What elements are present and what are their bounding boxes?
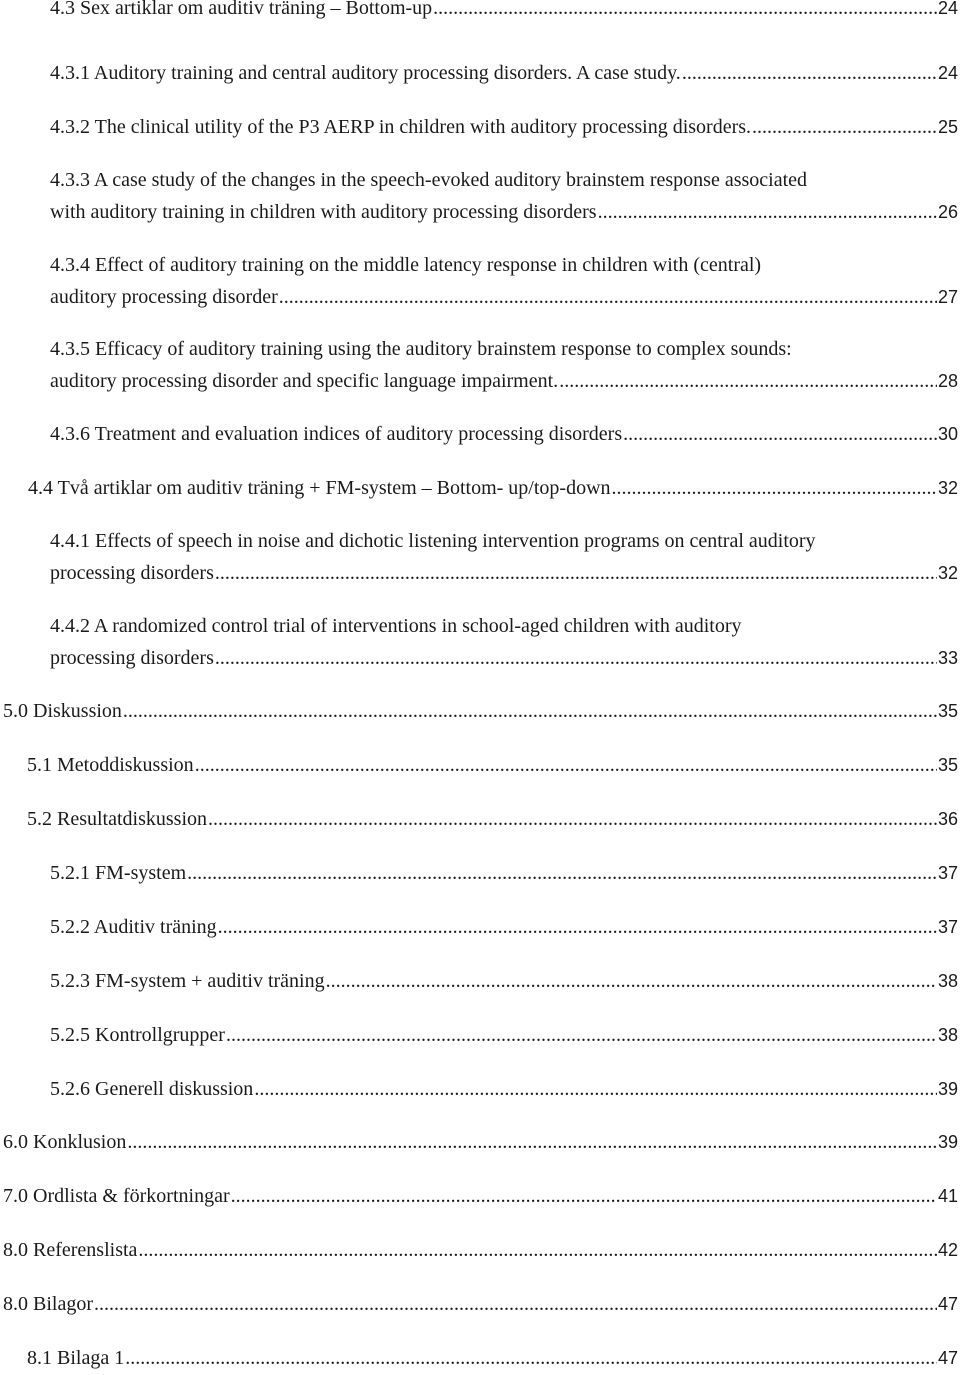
toc-entry-title-continued: processing disorders: [50, 647, 214, 669]
toc-entry-title: 4.4.1 Effects of speech in noise and dichotic listening intervention programs on central auditory: [50, 530, 816, 552]
toc-dot-leader: [231, 1180, 937, 1212]
toc-entry-title: 5.2.2 Auditiv träning: [50, 916, 217, 938]
toc-entry[interactable]: [27, 1342, 958, 1374]
toc-entry-title: 4.3.4 Effect of auditory training on the middle latency response in children with (central): [50, 254, 762, 276]
toc-entry[interactable]: [50, 1019, 958, 1051]
toc-dot-leader: [598, 196, 937, 228]
toc-dot-leader: [138, 1234, 937, 1266]
toc-entry[interactable]: [50, 249, 958, 313]
toc-dot-leader: [195, 749, 937, 781]
toc-page-number: 35: [937, 755, 958, 775]
toc-entry-title: 5.2.5 Kontrollgrupper: [50, 1024, 225, 1046]
toc-entry[interactable]: [50, 57, 958, 89]
toc-entry-title: 4.4.2 A randomized control trial of interventions in school-aged children with auditory: [50, 615, 742, 637]
toc-entry[interactable]: [50, 610, 958, 674]
toc-line: [50, 642, 958, 674]
toc-page-number: 38: [937, 971, 958, 991]
toc-dot-leader: [127, 1126, 937, 1158]
toc-dot-leader: [215, 642, 937, 674]
toc-entry[interactable]: [27, 803, 958, 835]
toc-line: [50, 0, 958, 24]
toc-dot-leader: [218, 911, 937, 943]
toc-page-number: 26: [937, 202, 958, 222]
toc-entry-title: 7.0 Ordlista & förkortningar: [3, 1185, 230, 1207]
toc-entry-title: 4.3 Sex artiklar om auditiv träning – Bottom-up: [50, 0, 433, 19]
toc-entry-title-continued: processing disorders: [50, 562, 214, 584]
toc-line: [50, 1019, 958, 1051]
toc-entry-title: 5.2.6 Generell diskussion: [50, 1078, 254, 1100]
toc-entry[interactable]: [3, 1180, 958, 1212]
toc-line: [50, 281, 958, 313]
toc-entry-title: 5.1 Metoddiskussion: [27, 754, 194, 776]
toc-entry[interactable]: [50, 965, 958, 997]
toc-line: [50, 911, 958, 943]
toc-line: [50, 196, 958, 228]
toc-dot-leader: [433, 0, 937, 24]
toc-entry[interactable]: [28, 472, 958, 504]
toc-entry[interactable]: [27, 749, 958, 781]
toc-dot-leader: [682, 57, 937, 89]
toc-entry-title: 4.3.2 The clinical utility of the P3 AERP in children with auditory processing disorders.: [50, 116, 752, 138]
toc-page-number: 25: [937, 117, 958, 137]
toc-page-number: 27: [937, 287, 958, 307]
toc-entry-title: 4.4 Två artiklar om auditiv träning + FM-system – Bottom- up/top-down: [28, 477, 611, 499]
toc-line: [50, 557, 958, 589]
toc-page-number: 36: [937, 809, 958, 829]
toc-entry-title: 8.0 Referenslista: [3, 1239, 138, 1261]
toc-entry[interactable]: [50, 525, 958, 589]
toc-page-number: 37: [937, 863, 958, 883]
toc-page-number: 28: [937, 371, 958, 391]
toc-line: [50, 365, 958, 397]
toc-dot-leader: [254, 1073, 937, 1105]
toc-entry-title: 4.3.1 Auditory training and central auditory processing disorders. A case study.: [50, 62, 681, 84]
toc-dot-leader: [125, 1342, 937, 1374]
toc-page-number: 30: [937, 424, 958, 444]
toc-entry-title-continued: auditory processing disorder: [50, 286, 278, 308]
toc-line: [27, 1342, 958, 1374]
toc-entry-title: 8.0 Bilagor: [3, 1293, 93, 1315]
toc-dot-leader: [226, 1019, 937, 1051]
toc-dot-leader: [279, 281, 937, 313]
toc-dot-leader: [752, 111, 937, 143]
toc-dot-leader: [208, 803, 937, 835]
toc-entry-title: 5.2.1 FM-system: [50, 862, 187, 884]
toc-entry[interactable]: [3, 1288, 958, 1320]
toc-page-number: 32: [937, 478, 958, 498]
toc-dot-leader: [94, 1288, 937, 1320]
toc-page-number: 24: [937, 63, 958, 83]
toc-entry[interactable]: [50, 0, 958, 24]
toc-dot-leader: [612, 472, 937, 504]
toc-line: [3, 1180, 958, 1212]
toc-entry-title-continued: with auditory training in children with auditory processing disorders: [50, 201, 597, 223]
toc-page-number: 41: [937, 1186, 958, 1206]
toc-entry-title: 5.0 Diskussion: [3, 700, 122, 722]
toc-entry-title: 8.1 Bilaga 1: [27, 1347, 125, 1369]
toc-dot-leader: [215, 557, 937, 589]
toc-entry-title: 5.2 Resultatdiskussion: [27, 808, 208, 830]
toc-line: [3, 1288, 958, 1320]
toc-line: [27, 803, 958, 835]
toc-line: [50, 1073, 958, 1105]
toc-entry[interactable]: [3, 695, 958, 727]
toc-line: [28, 472, 958, 504]
toc-page-number: 38: [937, 1025, 958, 1045]
toc-page-number: 39: [937, 1132, 958, 1152]
toc-line: [50, 857, 958, 889]
toc-line: [3, 1234, 958, 1266]
toc-page-number: 24: [937, 0, 958, 18]
toc-page-number: 35: [937, 701, 958, 721]
toc-entry[interactable]: [50, 418, 958, 450]
toc-dot-leader: [559, 365, 937, 397]
toc-dot-leader: [326, 965, 937, 997]
toc-line: [3, 695, 958, 727]
toc-page-number: 42: [937, 1240, 958, 1260]
toc-page-number: 37: [937, 917, 958, 937]
toc-entry[interactable]: [50, 911, 958, 943]
toc-entry[interactable]: [50, 857, 958, 889]
toc-entry-title: 4.3.6 Treatment and evaluation indices of auditory processing disorders: [50, 423, 623, 445]
toc-line: [27, 749, 958, 781]
toc-entry[interactable]: [3, 1234, 958, 1266]
toc-line: [50, 57, 958, 89]
toc-line: [50, 965, 958, 997]
toc-page-number: 39: [937, 1079, 958, 1099]
toc-entry[interactable]: [50, 1073, 958, 1105]
toc-page-number: 47: [937, 1294, 958, 1314]
toc-entry-title: 4.3.3 A case study of the changes in the speech-evoked auditory brainstem response associated: [50, 169, 808, 191]
toc-entry[interactable]: [50, 333, 958, 397]
toc-entry[interactable]: [50, 111, 958, 143]
toc-page-number: 32: [937, 563, 958, 583]
toc-entry[interactable]: [3, 1126, 958, 1158]
toc-line: [50, 111, 958, 143]
toc-page-number: 33: [937, 648, 958, 668]
toc-page-number: 47: [937, 1348, 958, 1368]
toc-line: [3, 1126, 958, 1158]
toc-entry-title-continued: auditory processing disorder and specific language impairment.: [50, 370, 559, 392]
toc-line: [50, 418, 958, 450]
toc-dot-leader: [123, 695, 937, 727]
toc-dot-leader: [623, 418, 937, 450]
toc-dot-leader: [187, 857, 937, 889]
toc-entry-title: 4.3.5 Efficacy of auditory training using the auditory brainstem response to complex sounds:: [50, 338, 792, 360]
toc-entry[interactable]: [50, 164, 958, 228]
toc-entry-title: 6.0 Konklusion: [3, 1131, 127, 1153]
toc-entry-title: 5.2.3 FM-system + auditiv träning: [50, 970, 325, 992]
